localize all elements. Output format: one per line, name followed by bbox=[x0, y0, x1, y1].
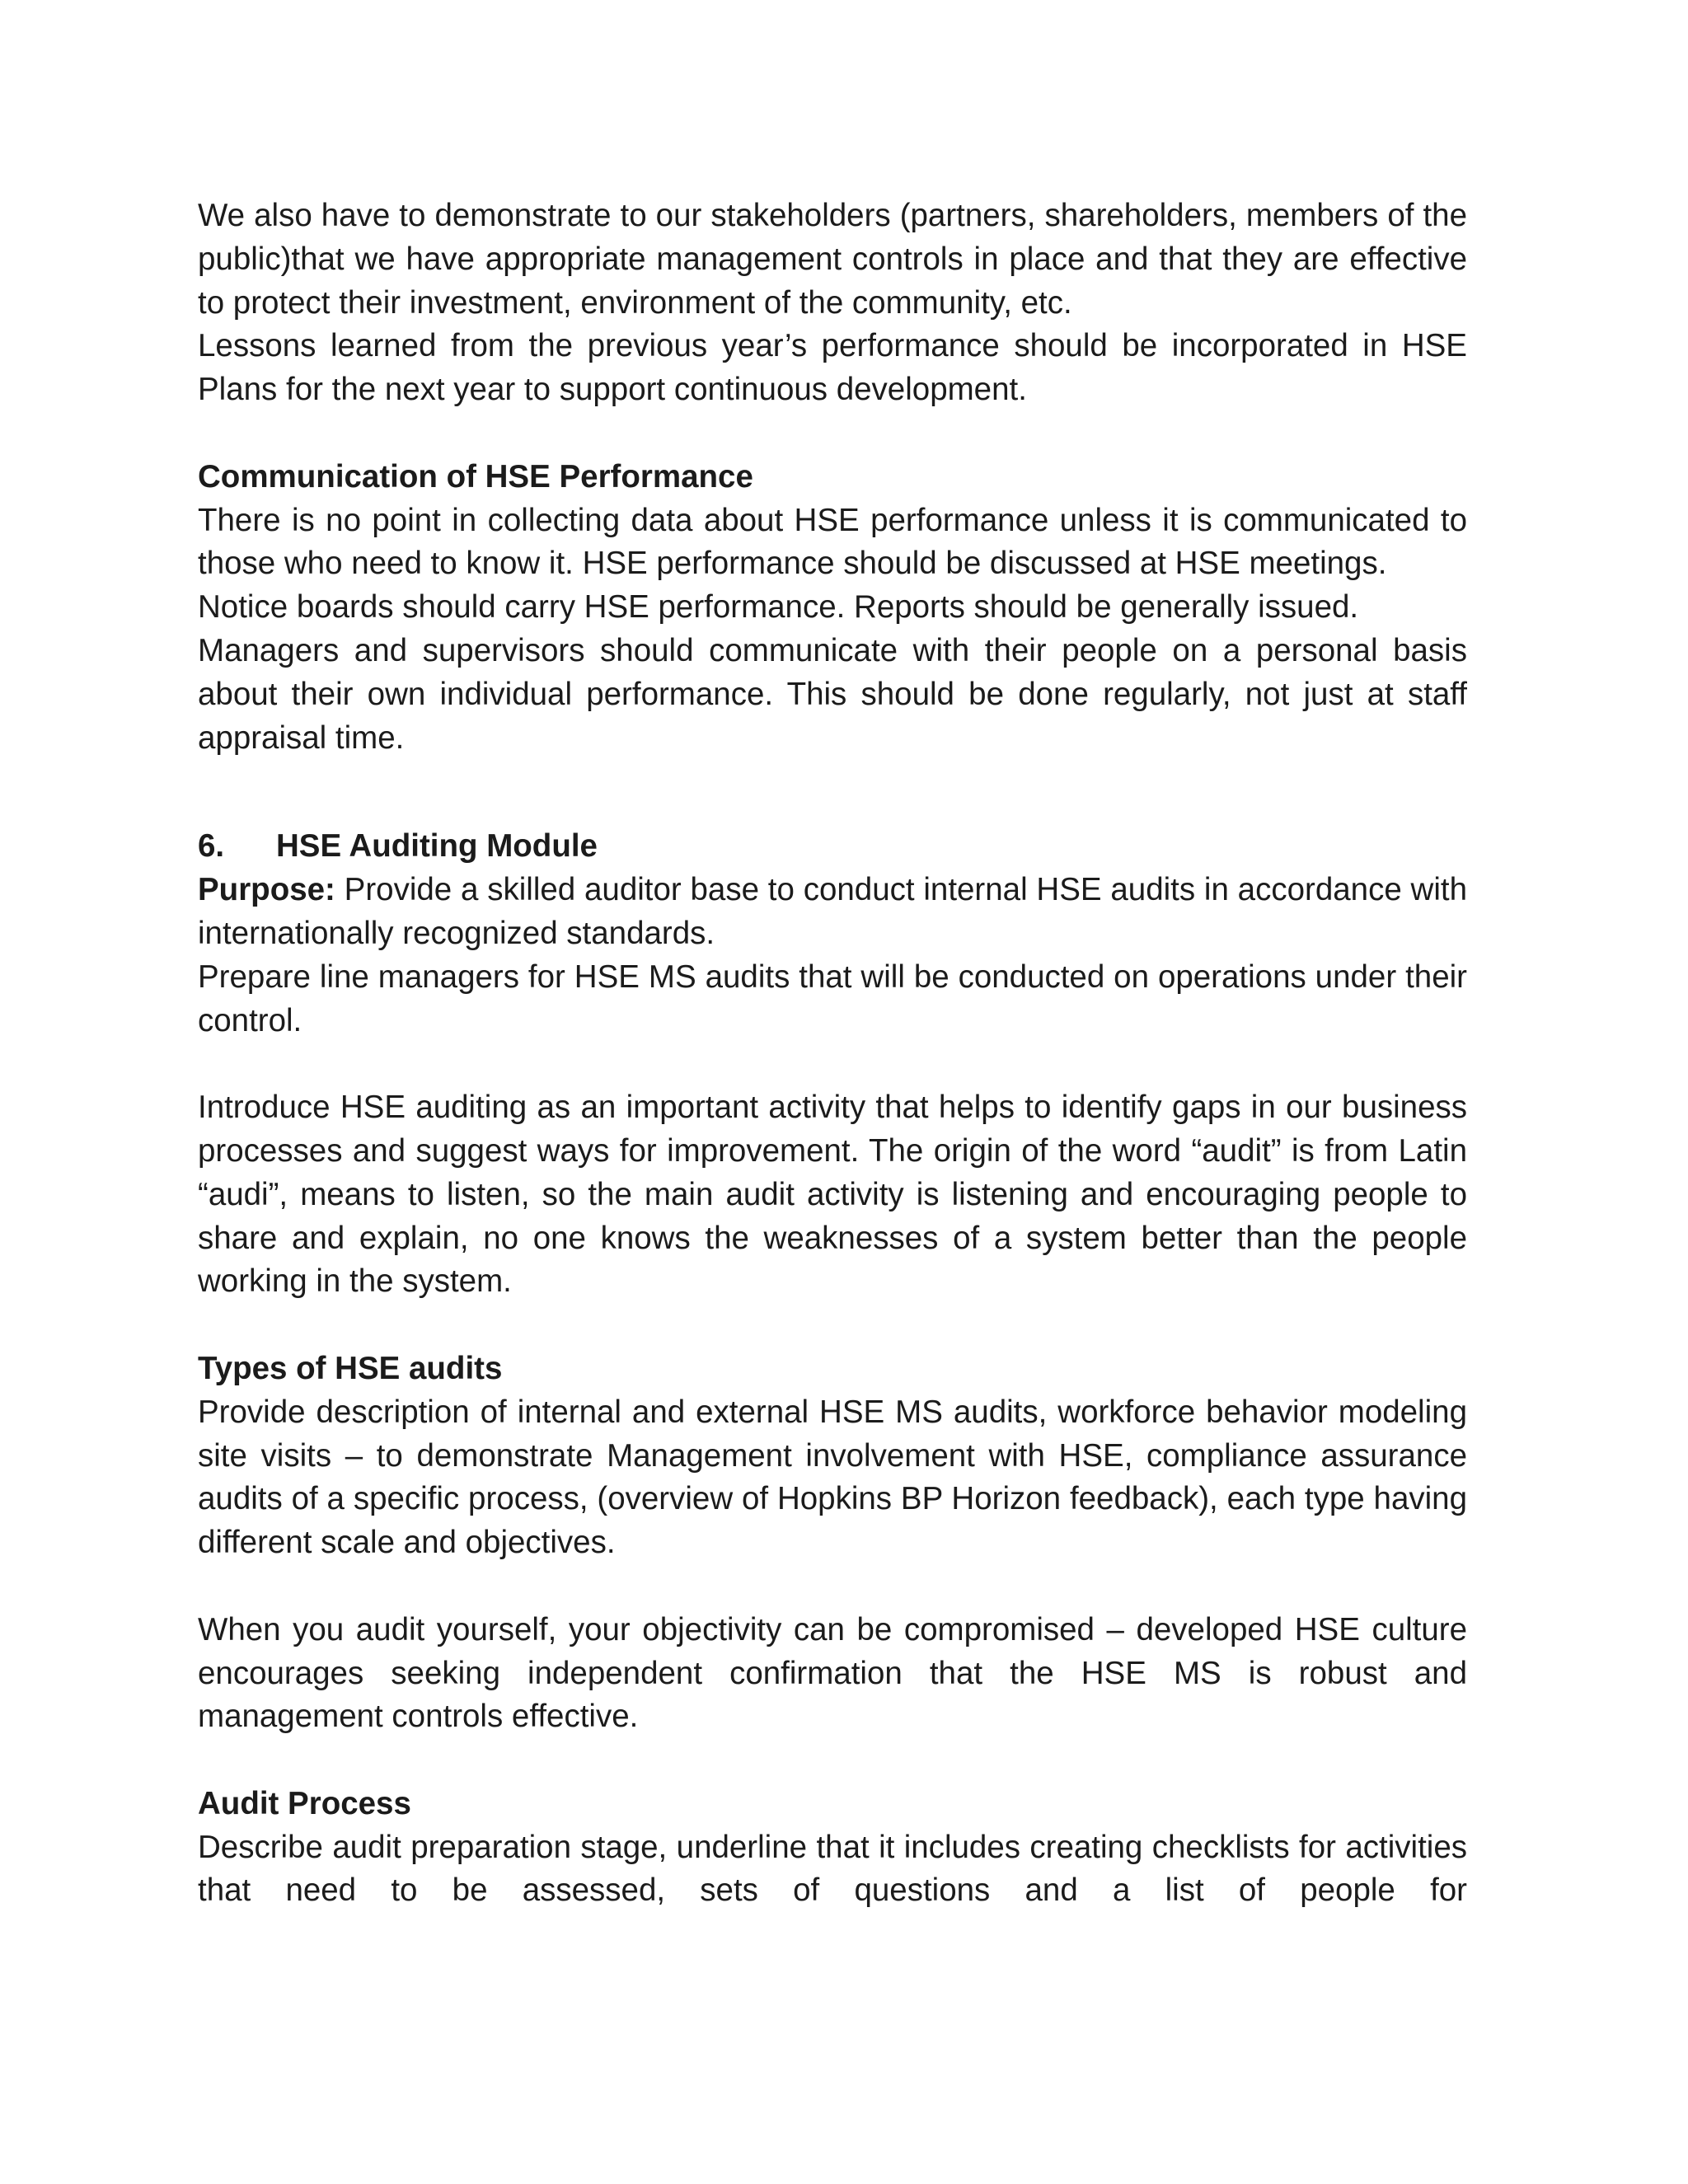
auditing-paragraph-line-managers: Prepare line managers for HSE MS audits that will be conducted on operations under their control. bbox=[198, 958, 1467, 1038]
section-number: 6. bbox=[198, 828, 225, 865]
spacer bbox=[198, 1043, 1467, 1086]
spacer bbox=[198, 760, 1467, 825]
types-paragraph-1: Provide description of internal and external HSE MS audits, workforce behavior modeling site visits – to demonstrate Management involvement with HSE, compliance assurance audits of a specific process, (overview of Hopkins BP Horizon feedback), each type having different scale and objectives. bbox=[198, 1394, 1467, 1561]
communication-paragraph-1: There is no point in collecting data about HSE performance unless it is communicated to those who need to know it. HSE performance should be discussed at HSE meetings. bbox=[198, 502, 1467, 582]
spacer bbox=[198, 1739, 1467, 1783]
spacer bbox=[198, 412, 1467, 456]
types-paragraph-2: When you audit yourself, your objectivity can be compromised – developed HSE culture encourages seeking independent confirmation that the HSE MS is robust and management controls effective. bbox=[198, 1611, 1467, 1735]
intro-paragraph-stakeholders: We also have to demonstrate to our stakeholders (partners, shareholders, members of the public)that we have appropriate management controls in place and that they are effective to protect their investment, environment of the community, etc. bbox=[198, 198, 1467, 321]
communication-paragraph-2: Notice boards should carry HSE performance. Reports should be generally issued. bbox=[198, 589, 1359, 626]
document-page bbox=[198, 194, 1467, 1913]
spacer bbox=[198, 1304, 1467, 1347]
spacer bbox=[198, 1565, 1467, 1609]
auditing-paragraph-introduce: Introduce HSE auditing as an important activity that helps to identify gaps in our business processes and suggest ways for improvement. The origin of the word “audit” is from Latin “audi”, means to listen, so the main audit activity is listening and encouraging people to share and explain, no one knows the weaknesses of a system better than the people working in the system. bbox=[198, 1090, 1467, 1300]
section-heading-audit-process: Audit Process bbox=[198, 1785, 411, 1821]
section-heading-auditing-module bbox=[198, 825, 1467, 869]
intro-paragraph-lessons: Lessons learned from the previous year’s performance should be incorporated in HSE Plans for the next year to support continuous development. bbox=[198, 328, 1467, 408]
purpose-paragraph bbox=[198, 869, 1467, 956]
audit-process-paragraph-1: Describe audit preparation stage, underline that it includes creating checklists for activities that need to be assessed, sets of questions and a list of people for bbox=[198, 1829, 1467, 1909]
purpose-label: Purpose: bbox=[198, 872, 335, 908]
purpose-text: Provide a skilled auditor base to conduct internal HSE audits in accordance with internationally recognized standards. bbox=[198, 872, 1467, 951]
section-title: HSE Auditing Module bbox=[276, 828, 598, 865]
section-heading-communication: Communication of HSE Performance bbox=[198, 458, 753, 494]
section-heading-types: Types of HSE audits bbox=[198, 1350, 503, 1386]
communication-paragraph-3: Managers and supervisors should communicate with their people on a personal basis about their own individual performance. This should be done regularly, not just at staff appraisal time. bbox=[198, 632, 1467, 756]
